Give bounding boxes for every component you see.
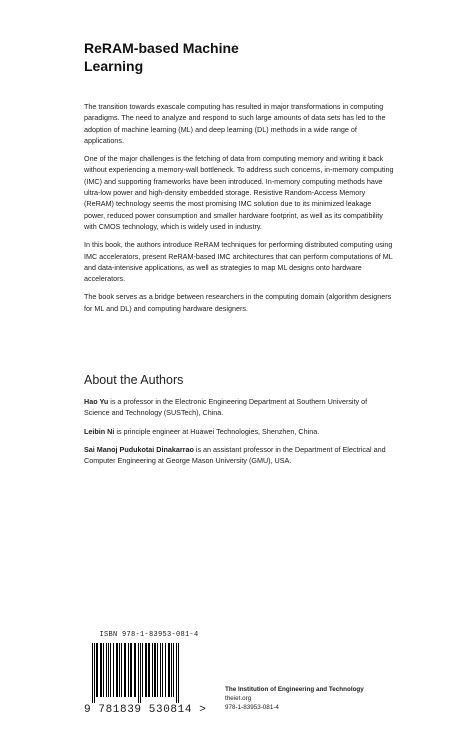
barcode-bar <box>106 643 107 697</box>
book-title <box>84 39 404 75</box>
barcode-bar <box>154 643 156 697</box>
barcode-bar <box>160 643 161 697</box>
barcode-bar <box>152 643 153 697</box>
author-name: Leibin Ni <box>84 426 115 436</box>
barcode-bar <box>96 643 98 697</box>
barcode-bar <box>130 643 132 697</box>
isbn-label: ISBN 978-1-83953-081-4 <box>99 631 199 639</box>
publisher-name: The Institution of Engineering and Technology <box>225 686 364 693</box>
author-bio <box>84 396 394 419</box>
description-paragraph-1: The transition towards exascale computing has resulted in major transformations in computing paradigms. The need to analyze and respond to such large amounts of data sets has led to the adoption of machine learning (ML) and deep learning (DL) methods in a wide range of applications. <box>84 102 386 145</box>
description-paragraph-4: The book serves as a bridge between researchers in the computing domain (algorithm designers for ML and DL) and computing hardware designers. <box>84 292 392 313</box>
publisher-url: theiet.org <box>225 695 252 702</box>
barcode-bar <box>94 643 95 703</box>
barcode-bar <box>124 643 126 697</box>
barcode-bar <box>116 643 118 697</box>
author-bios <box>84 396 394 473</box>
book-title-line-1: ReRAM-based Machine <box>84 40 239 56</box>
barcode-bar <box>92 643 93 703</box>
barcode-bar <box>110 643 111 697</box>
barcode-bar <box>148 643 150 697</box>
barcode-bar <box>103 643 104 697</box>
publisher-block <box>225 685 425 712</box>
barcode-bar <box>119 643 120 697</box>
barcode-bar <box>140 643 141 703</box>
author-name: Sai Manoj Pudukotai Dinakarrao <box>84 444 194 454</box>
barcode-bar <box>108 643 109 697</box>
author-bio <box>84 426 394 437</box>
about-authors-heading: About the Authors <box>84 373 184 387</box>
book-title-line-2: Learning <box>84 58 144 74</box>
barcode-bar <box>142 643 143 697</box>
description-paragraph-3: In this book, the authors introduce ReRAM techniques for performing distributed computing using IMC accelerators, present ReRAM-based IMC architectures that can perform computations of ML and data-intensive applications, as well as strategies to map ML designs onto hardware accelerators. <box>84 240 393 284</box>
author-bio-text: is a professor in the Electronic Engineering Department at Southern University of Science and Technology (SUSTech), China. <box>84 397 368 418</box>
barcode-bar <box>176 643 177 703</box>
barcode-bar <box>157 643 158 697</box>
barcode-bar <box>100 643 102 697</box>
barcode-bar <box>145 643 147 697</box>
barcode-bar <box>138 643 139 703</box>
barcode-bar <box>113 643 114 697</box>
barcode-bar <box>168 643 170 697</box>
author-bio <box>84 444 394 467</box>
author-bio-text: is principle engineer at Huawei Technologies, Shenzhen, China. <box>114 426 320 436</box>
barcode-bar <box>173 643 174 697</box>
isbn-barcode <box>84 631 214 721</box>
author-name: Hao Yu <box>84 397 109 406</box>
description-paragraph-2: One of the major challenges is the fetching of data from computing memory and writing it back without experiencing a memory-wall bottleneck. To address such concerns, in-memory computing (IMC) and supporting frameworks have been introduced. In-memory computing methods have ultra-low power and high-density embedded storage. Resistive Random-Access Memory (ReRAM) technology seems the most promising IMC solution due to its minimized leakage power, reduced power consumption and smaller hardware footprint, as well as its compatibility with CMOS technology, which is widely used in industry. <box>84 154 394 231</box>
barcode-bar <box>121 643 122 697</box>
barcode-bar <box>165 643 166 697</box>
author-bio-text: is an assistant professor in the Department of Electrical and Computer Engineering at George Mason University (GMU), USA. <box>84 444 386 466</box>
barcode-bar <box>178 643 179 703</box>
barcode-bar <box>128 643 129 697</box>
barcode-bar <box>162 643 163 697</box>
barcode-bar <box>134 643 136 697</box>
barcode-icon <box>92 643 206 703</box>
barcode-digits: 9 781839 530814 > <box>84 704 207 716</box>
book-description <box>84 101 394 321</box>
barcode-bar <box>171 643 172 697</box>
publisher-isbn: 978-1-83953-081-4 <box>225 704 279 711</box>
